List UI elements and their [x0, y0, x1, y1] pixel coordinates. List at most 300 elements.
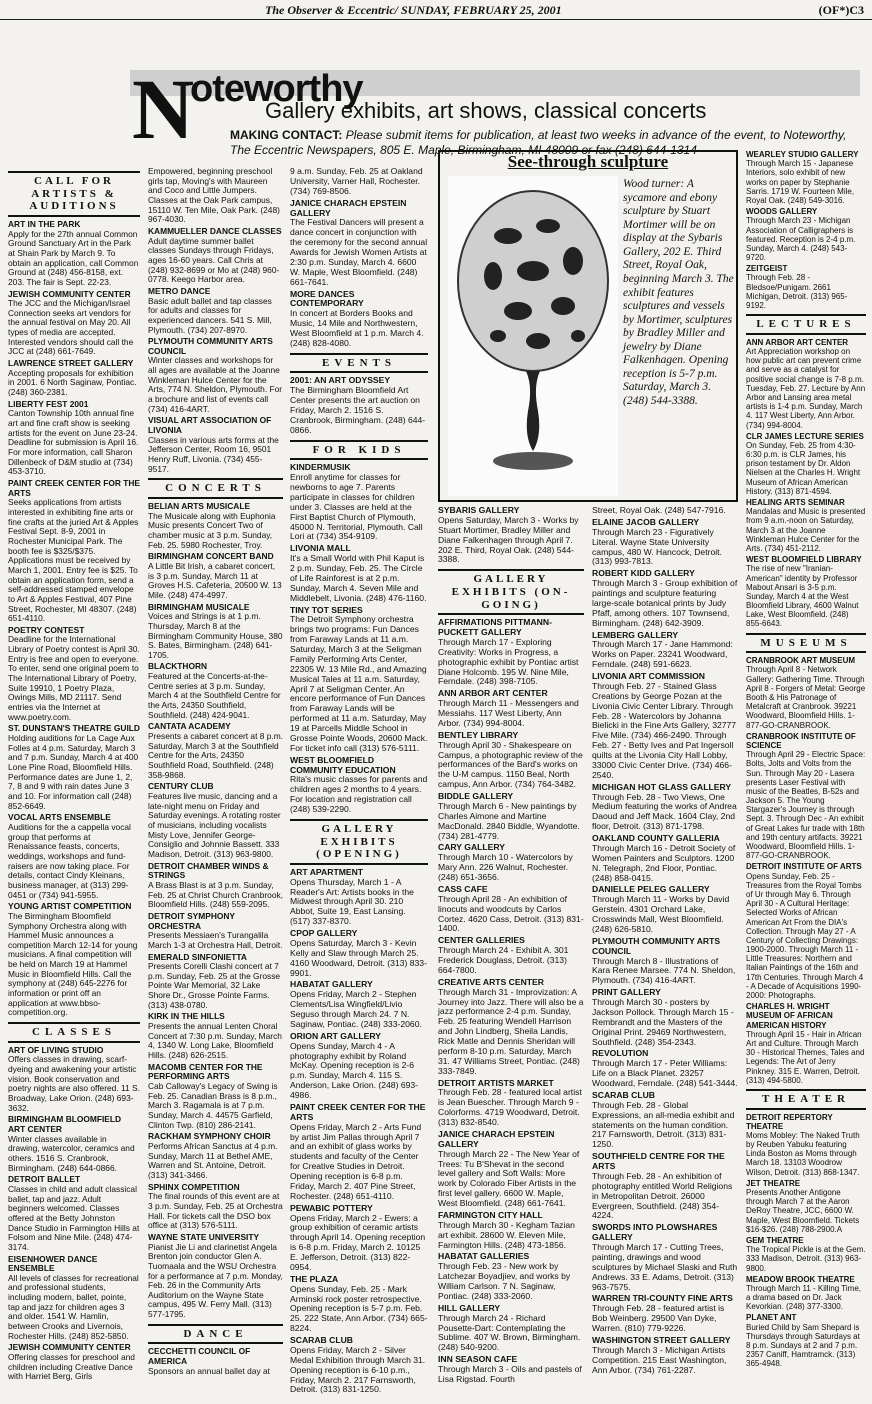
listing-text: Opens Friday, March 2 - Ewers: a group exhibition of ceramic artists through April 14. Opening reception is 6-8 p.m. Friday, March 2. 10125 E. Jefferson, Detroit. (313) 822-0954.: [290, 1212, 426, 1272]
listing-heading: WEST BLOOMFIELD LIBRARY: [746, 555, 862, 565]
listing-heading: LIVONIA ART COMMISSION: [592, 671, 705, 681]
listing-heading: SYBARIS GALLERY: [438, 505, 520, 515]
listing-heading: DETROIT INSTITUTE OF ARTS: [746, 862, 862, 872]
listing-text: The Detroit Symphony orchestra brings two programs: Fun Dances from Faraway Lands at 11 a.m. Saturday, March 3 at the Seligman Family Performing Arts Center, 22305 W. 13 Mile Rd., and Amazing Musical Tales at 11 a.m. Saturday, April 7 at Seligman Center. An encore performance of Fun Dances from Faraway Lands will be performed at 11 a.m. Saturday, May 19 at Parcells Middle School in Grosse Pointe Woods, 20600 Mack. For ticket info call (313) 576-5111.: [290, 614, 428, 753]
listing-entry: [438, 843, 584, 883]
listing-heading: PLYMOUTH COMMUNITY ARTS COUNCIL: [148, 336, 273, 356]
listing-text: Through March 3 - Oils and pastels of Lisa Rigstad. Fourth: [438, 1364, 582, 1384]
masthead-subhead: Gallery exhibits, art shows, classical concerts: [265, 98, 707, 123]
listing-entry: [290, 1275, 428, 1334]
listing-text: Opens Saturday, March 3 - Works by Stuart Mortimer, Bradley Miller and Diane Falkenhagen through April 7. 202 E. Third, Royal Oak. (248) 544-3388.: [438, 514, 579, 565]
listing-entry: [438, 792, 584, 841]
listing-text: Classes in child and adult classical ballet, tap and jazz. Adult beginners welcomed. Classes offered at the Betty Johnston Dance Studio in Farmington Hills at Folsom and Nine Mile. (248) 474-3174.: [8, 1183, 140, 1252]
listing-text: Through Feb. 28 - featured artist is Bob Weinberg. 29500 Van Dyke, Warren. (810) 779-9226.: [592, 1303, 725, 1333]
listing-heading: MICHIGAN HOT GLASS GALLERY: [592, 781, 732, 792]
listing-text: Through March 10 - Watercolors by Mary Ann. 226 Walnut, Rochester. (248) 651-3656.: [438, 852, 573, 883]
listing-text: Cab Calloway's Legacy of Swing is Feb. 25. Canadian Brass is 8 p.m., March 3. Ragamala is at 7 p.m. Sunday, March 4. 44575 Garfield, Clinton Twp. (810) 286-2141.: [148, 1081, 278, 1130]
list-museums: [746, 656, 866, 1085]
listing-heading: HEALING ARTS SEMINAR: [746, 498, 845, 508]
listing-heading: CENTURY CLUB: [148, 781, 214, 792]
listing-entry: [746, 656, 866, 730]
listing-text: Winter classes and workshops for all ages are available at the Joanne Winkleman Hulce Center for the Arts, 774 N. Sheldon, Plymouth. For a brochure and list of events call (734) 416-4ART.: [148, 355, 283, 414]
listing-entry: [592, 672, 738, 781]
listing-entry: [592, 783, 738, 832]
sculpture-photo: [448, 176, 618, 496]
masthead-title: oteworthy: [190, 68, 363, 110]
listing-heading: TINY TOT SERIES: [290, 604, 363, 615]
listing-entry: [438, 731, 584, 790]
listing-entry: [8, 724, 140, 811]
listing-heading: PRINT GALLERY: [592, 987, 661, 998]
listing-heading: HILL GALLERY: [438, 1302, 501, 1313]
listing-text: Through March 30 - Kegham Tazian art exhibit. 28600 W. Eleven Mile, Farmington Hills. (248) 473-1856.: [438, 1219, 575, 1250]
listing-text: Holding auditions for La Cage Aux Folles at 4 p.m. Saturday, March 3 and 7 p.m. Sunday, March 4 at 400 Lone Pine Road, Bloomfield Hills. Performance dates are June 1, 2, 7, 8 and 9 with rain dates June 3 and 10. For information call (248) 852-6649.: [8, 733, 139, 811]
listing-text: It's a Small World with Phil Kaput is 2 p.m. Sunday, Feb. 25. The Circle of Life Rainforest is at 2 p.m. Sunday, March 4. Seven Mile and Middlebelt, Livonia. (248) 476-1160.: [290, 553, 427, 603]
listing-text: Through March 11 - Killing Time, a drama based on Dr. Jack Kevorkian. (248) 377-3300.: [746, 1283, 862, 1312]
listing-text: Presents Another Antigone through March 7 at the Aaron DeRoy Theatre, JCC, 6600 W. Maple, West Bloomfield. Tickets $16-$26. (248) 788-2900.A: [746, 1188, 860, 1234]
listing-text: Featured at the Concerts-at-the-Centre series at 3 p.m. Sunday, March 4 at the Southfield Centre for the Arts, 24350 Southfield, Southfield. (248) 424-9041.: [148, 671, 281, 720]
listing-entry: [746, 432, 866, 496]
photo-caption: Wood turner: A sycamore and ebony sculpture by Stuart Mortimer will be on display at the Sybaris Gallery, 202 E. Third Street, Royal Oak, beginning March 3. The exhibit features sculptures and vessels by Mortimer, sculptures by Bradley Miller and jewelry by Diane Falkenhagen. Opening reception is 5-7 p.m. Saturday, March 3. (248) 544-3388.: [623, 178, 734, 407]
listing-text: Through Feb. 28 - Bledsoe/Punigam. 2661 Michigan, Detroit. (313) 965-9192.: [746, 273, 848, 310]
listing-entry: [8, 902, 140, 1018]
listing-text: Through Feb. 28 - An exhibition of photography entitled World Religions in Metropolitan Detroit. 26000 Evergreen, Southfield. (248) 354-4224.: [592, 1170, 733, 1221]
listing-entry: [746, 150, 866, 205]
listing-heading: LEMBERG GALLERY: [592, 629, 679, 640]
listing-text: In concert at Borders Books and Music, 14 Mile and Northwestern, West Bloomfield at 1 p.m. March 4. (248) 828-4080.: [290, 308, 424, 348]
listing-entry: [290, 1204, 428, 1273]
listing-entry: [746, 338, 866, 430]
listing-heading: PEWABIC POTTERY: [290, 1202, 373, 1213]
listing-text: Through March 17 - Cutting Trees, painting, drawings and wood sculptures by Michael Slaski and Ruth Andrews. 33 E. Adams, Detroit. (313) 963-7575.: [592, 1242, 738, 1292]
listing-heading: ART APARTMENT: [290, 866, 364, 877]
listing-heading: INN SEASON CAFE: [438, 1354, 518, 1365]
listing-text: Through March 24 - Exhibit A. 301 Frederick Douglass, Detroit. (313) 664-7800.: [438, 945, 569, 975]
listing-heading: OAKLAND COUNTY GALLERIA: [592, 833, 720, 843]
listing-entry: [8, 1255, 140, 1342]
listing-entry: [746, 207, 866, 262]
listing-heading: BELIAN ARTS MUSICALE: [148, 500, 251, 511]
listing-heading: ROBERT KIDD GALLERY: [592, 568, 695, 579]
listing-text: 9 a.m. Sunday, Feb. 25 at Oakland University, Varner Hall, Rochester. (734) 769-8506.: [290, 166, 423, 196]
listing-heading: SPHINX COMPETITION: [148, 1181, 240, 1192]
listing-text: Through Feb. 27 - Stained Glass Creations by George Pozan at the Livonia Civic Center Library. Through Feb. 28 - Watercolors by Johanna Bielicki in the Fine Arts Gallery, 32777 Five Mile. (734) 466-2490. Through Feb. 27 - Betty Ives and Pat Ingersoll quilts at the Livonia City Hall Lobby, 33000 Civic Center Drive. (734) 466-2540.: [592, 680, 737, 780]
listing-text: Features live music, dancing and a late-night menu on Friday and Saturday evenings. A rotating roster of musicians, including vocalists Misty Love, Jennifer George-Consiglio and Johnnie Bassett. 333 Madison, Detroit. (313) 963-9800.: [148, 791, 281, 859]
listing-heading: LIVONIA MALL: [290, 543, 351, 554]
listing-heading: PAINT CREEK CENTER FOR THE ARTS: [290, 1101, 426, 1122]
listing-text: Presents Corelli Clashi concert at 7 p.m. Sunday, Feb. 25 at the Grosse Pointe War Memorial, 32 Lake Shore Dr., Grosse Pointe Farms. (313) 438-0780.: [148, 961, 281, 1010]
listing-heading: WEARLEY STUDIO GALLERY: [746, 150, 859, 159]
listing-entry: [8, 1046, 140, 1114]
listing-heading: ORION ART GALLERY: [290, 1030, 382, 1041]
listing-heading: JANICE CHARACH EPSTEIN GALLERY: [438, 1128, 555, 1149]
listing-text: Through March 30 - posters by Jackson Pollock. Through March 15 - Rembrandt and the Masters of the Original Print. 29469 Northwestern, Southfield. (248) 354-2343.: [592, 997, 734, 1047]
listing-entry: [8, 479, 140, 624]
list-concerts: [148, 502, 283, 1320]
listing-text: Through March 23 - Michigan Association of Calligraphers is featured. Reception is 2-4 p.m. Sunday, March 4. (248) 543-9720.: [746, 216, 856, 263]
listing-heading: CARY GALLERY: [438, 842, 506, 853]
listing-text: Opens Friday, March 2 - Arts Fund by artist Jim Pallas through April 7 and an exhibit of glass works by students and faculty of the Center for Creative Studies in Detroit. Opening reception is 6-8 p.m. Friday, March 2. 407 Pine Street, Rochester. (248) 651-4110.: [290, 1121, 422, 1201]
listing-entry: [148, 953, 283, 1011]
list-events: [290, 376, 428, 435]
listing-heading: ST. DUNSTAN'S THEATRE GUILD: [8, 723, 140, 734]
listing-heading: DETROIT SYMPHONY ORCHESTRA: [148, 910, 235, 931]
listing-entry: [148, 287, 283, 335]
listing-heading: LIBERTY FEST 2001: [8, 398, 89, 409]
listing-entry: [746, 1236, 866, 1273]
listing-heading: SOUTHFIELD CENTRE FOR THE ARTS: [592, 1151, 725, 1171]
listing-entry: [8, 1115, 140, 1173]
section-gallery-opening: GALLERY EXHIBITS (OPENING): [290, 819, 428, 865]
listing-entry: [438, 885, 584, 934]
listing-text: The Tropical Pickle is at the Gem. 333 Madison, Detroit. (313) 963-9800.: [746, 1245, 866, 1273]
listing-heading: ZEITGEIST: [746, 264, 788, 274]
listing-entry: [438, 506, 584, 565]
column-1: [8, 167, 140, 1384]
contact-lead: MAKING CONTACT:: [230, 128, 343, 142]
listing-text: Through Feb. 28 - Global Expressions, an all-media exhibit and statements on the human condition. 217 Farnsworth, Detroit. (313) 831-1250.: [592, 1099, 735, 1150]
listing-text: Through March 16 - Detroit Society of Women Painters and Sculptors. 1200 N. Telegraph, 2nd Floor, Pontiac. (248) 858-0415.: [592, 842, 736, 883]
listing-heading: KAMMUELLER DANCE CLASSES: [148, 225, 282, 236]
listing-entry: [592, 1091, 738, 1150]
listing-text: Through March 3 - Group exhibition of paintings and sculpture featuring large-scale botanical prints by Judy Pfaff, among others. 107 Townsend, Birmingham. (248) 642-3909.: [592, 578, 738, 628]
listing-heading: MEADOW BROOK THEATRE: [746, 1274, 855, 1284]
listing-text: The JCC and the Michigan/Israel Connection seeks art vendors for the annual festival on May 20. All types of media are accepted. Interested vendors should call the JCC at (248) 661-7649.: [8, 298, 134, 357]
listing-text: Presents the annual Lenten Choral Concert at 7:30 p.m. Sunday, March 4, 1340 W. Long Lake, Bloomfield Hills. (248) 626-2515.: [148, 1021, 282, 1061]
listing-text: Apply for the 27th annual Common Ground Sanctuary Art in the Park at Shain Park by March 9. To obtain an application, call Common Ground at (248) 456-8158, ext. 203. The fair is Sept. 22-23.: [8, 228, 139, 287]
listing-text: Presents Messiaen's Turangalila March 1-3 at Orchestra Hall, Detroit.: [148, 930, 283, 950]
listing-heading: DETROIT CHAMBER WINDS & STRINGS: [148, 860, 269, 881]
listing-text: The Birmingham Bloomfield Art Center presents the art auction on Friday, March 2. 1516 S. Cranbrook, Birmingham. (248) 644-0866.: [290, 385, 426, 435]
listing-text: Through March 8 - Illustrations of Kara Renee Marsee. 774 N. Sheldon, Plymouth. (734) 416-4ART.: [592, 955, 736, 986]
listing-text: Opens Friday, March 2 - Silver Medal Exhibition through March 31. Opening reception is 6-10 p.m., Friday, March 2. 217 Farnsworth, Detroit. (313) 831-1250.: [290, 1344, 426, 1395]
listing-entry: [8, 359, 140, 398]
listing-text: Opens Sunday, March 4 - A photography exhibit by Roland McKay. Opening reception is 2-6 p.m. Sunday, March 4. 115 S. Anderson, Lake Orion. (248) 693-4986.: [290, 1040, 419, 1101]
listing-heading: JEWISH COMMUNITY CENTER: [8, 1342, 131, 1353]
listing-entry: [148, 782, 283, 859]
listing-entry: [8, 400, 140, 477]
listing-entry: [148, 1063, 283, 1131]
listing-heading: CRANBROOK ART MUSEUM: [746, 656, 856, 666]
listing-text: Voices and Strings is at 1 p.m. Thursday, March 8 at the Birmingham Community House, 380 S. Bates, Birmingham. (248) 641-1705.: [148, 611, 283, 660]
listing-heading: VISUAL ART ASSOCIATION OF LIVONIA: [148, 415, 272, 436]
listing-entry: [290, 929, 428, 978]
listing-entry: [746, 1179, 866, 1234]
listing-entry: [592, 506, 738, 516]
listing-heading: EISENHOWER DANCE ENSEMBLE: [8, 1253, 98, 1274]
listing-entry: [438, 1252, 584, 1301]
listing-text: Opens Sunday, Feb. 25 - Mark Arminski rock poster retrospective. Opening reception is 5-7 p.m. Feb. 25. 222 State, Ann Arbor. (734) 665-8224.: [290, 1283, 428, 1334]
listing-entry: [438, 1211, 584, 1251]
list-call: [8, 220, 140, 1018]
listing-entry: [438, 1304, 584, 1353]
listing-heading: AFFIRMATIONS PITTMANN-PUCKETT GALLERY: [438, 617, 552, 638]
listing-entry: [438, 936, 584, 976]
listing-heading: METRO DANCE: [148, 285, 211, 296]
listing-entry: [592, 569, 738, 628]
listing-entry: [148, 552, 283, 600]
listing-entry: [8, 813, 140, 900]
listing-entry: [290, 868, 428, 927]
listing-text: Through Feb. 28 - featured local artist is Jean Buescher. Through March 9 - Colorforms. 4719 Woodward, Detroit. (313) 832-8540.: [438, 1087, 582, 1128]
list-dance-cont: [290, 167, 428, 349]
listing-heading: MACOMB CENTER FOR THE PERFORMING ARTS: [148, 1061, 263, 1082]
listing-heading: DETROIT REPERTORY THEATRE: [746, 1112, 833, 1131]
listing-entry: [592, 937, 738, 986]
listing-text: Through March 24 - Richard Pousette-Dart: Contemplating the Sublime. 407 W. Brown, Birmingham. (248) 540-9200.: [438, 1312, 581, 1353]
listing-heading: FARMINGTON CITY HALL: [438, 1209, 543, 1220]
section-classes: CLASSES: [8, 1022, 140, 1043]
listing-entry: [8, 220, 140, 288]
listing-heading: BIRMINGHAM MUSICALE: [148, 601, 250, 612]
section-lectures: LECTURES: [746, 314, 866, 335]
listing-text: Through April 8 - Network Gallery: Gathering Time. Through April 8 - Forgers of Metal: George Booth & His Patronage of Metalcraft at Cranbrook. 39221 Woodward, Bloomfield Hills. 1-877-GO-CRANBROOK.: [746, 665, 866, 730]
listing-entry: [746, 498, 866, 553]
listing-heading: GEM THEATRE: [746, 1235, 804, 1245]
listing-entry: [148, 337, 283, 414]
listing-entry: [746, 264, 866, 310]
listing-text: Opens Sunday, Feb. 25 - Treasures from the Royal Tombs of Ur through May 6. Through April 30 - A Cultural Heritage: Selected Works of African American Art From the DIA's Collection. Through May 27 - A Century of Collecting Drawings: 1900-2000. Through March 11 - Little Treasures: Northern and Italian Paintings of the 16th and 17th Centuries. Through March 4 - A Decade of Acquisitions 1990-2000: Photographs.: [746, 871, 864, 1001]
listing-text: Rita's music classes for parents and children ages 2 months to 4 years. For location and registration call (248) 539-2290.: [290, 774, 428, 815]
listing-text: Canton Township 10th annual fine art and fine craft show is seeking artists for the event on June 23-24. Deadline for submission is April 16. For more information, call Sharon Dillenbeck of D&M studio at (734) 453-3710.: [8, 408, 139, 477]
listing-entry: [438, 618, 584, 687]
listing-heading: KIRK IN THE HILLS: [148, 1011, 225, 1022]
listing-entry: [592, 518, 738, 567]
newspaper-dateline: The Observer & Eccentric/ SUNDAY, FEBRUARY 25, 2001: [265, 3, 562, 17]
listing-entry: [592, 1152, 738, 1221]
listing-heading: POETRY CONTEST: [8, 624, 85, 635]
list-ongoing-end: [746, 150, 866, 310]
listing-heading: SWORDS INTO PLOWSHARES GALLERY: [592, 1222, 718, 1243]
listing-entry: [746, 732, 866, 861]
section-for-kids: FOR KIDS: [290, 440, 428, 461]
listing-heading: DETROIT ARTISTS MARKET: [438, 1077, 554, 1088]
list-theater: [746, 1113, 866, 1369]
listing-entry: [592, 988, 738, 1047]
listing-text: Seeks applications from artists interested in exhibiting fine arts or fine crafts at the juried Art & Apples Festival Sept. 8-9, 2001 in Rochester Municipal Park. The booth fee is $325/$375. Applications must be received by March 1, 2001. Entry fee is $25. To obtain an application form, send a self-addressed stamped envelope to Art & Apples Festival, 407 Pine Street, Rochester, MI 48307. (248) 651-4110.: [8, 497, 139, 624]
listing-entry: [746, 555, 866, 629]
listing-text: Street, Royal Oak. (248) 547-7916.: [592, 505, 726, 515]
listing-text: Through March 22 - The New Year of Trees: Tu B'Shevat in the second level gallery and Soft Walls: More work by Colorado Fiber Artists in the first level gallery. 6600 W. Maple, West Bloomfield. (248) 661-7641.: [438, 1148, 580, 1209]
list-classes-cont: [148, 167, 283, 474]
column-2: [148, 167, 283, 1378]
listing-heading: CPOP GALLERY: [290, 928, 358, 939]
listing-text: Through March 17 - Exploring Creativity: Works in Progress, a photographic exhibit by Pontiac artist Diane Holcomb. 195 W. Nine Mile, Ferndale. (248) 398-7105.: [438, 636, 579, 687]
listing-text: Winter classes available in drawing, watercolor, ceramics and others. 1516 S. Cranbrook, Birmingham. (248) 644-0866.: [8, 1133, 135, 1173]
list-opening-cont: [438, 506, 584, 565]
listing-entry: [8, 290, 140, 358]
column-6: [592, 506, 738, 1377]
listing-text: Through March 17 - Peter Williams: Life on a Black Planet. 23257 Woodward, Ferndale. (248) 541-3444.: [592, 1058, 738, 1088]
contact-text: Please submit items for publication, at least two weeks in advance of the event, to Noteworthy, The Eccentric Newspapers, 805 E. Maple, Birmingham, MI 48009 or fax (248) 644-1314: [230, 128, 847, 157]
list-classes: [8, 1046, 140, 1382]
listing-heading: THE PLAZA: [290, 1273, 339, 1284]
listing-entry: [438, 1355, 584, 1385]
listing-entry: [438, 689, 584, 729]
listing-heading: DANIELLE PELEG GALLERY: [592, 884, 710, 895]
listing-text: Through March 15 - Japanese Interiors, solo exhibit of new works on paper by Stephanie Sarris. 1719 W. Fourteen Mile, Royal Oak. (248) 549-3016.: [746, 159, 855, 205]
listing-text: Performs African Sanctus at 4 p.m. Sunday, March 11 at Bethel AME, Warren and St. Antoine, Detroit. (313) 341-3466.: [148, 1140, 278, 1180]
listing-entry: [290, 167, 428, 197]
listing-text: Through March 17 - Jane Hammond: Works on Paper. 23241 Woodward, Ferndale. (248) 591-6623.: [592, 639, 733, 670]
listing-text: Opens Friday, March 2 - Stephen Clements/Lisa Wingfield/Livio Seguso through March 24. 7 N. Saginaw, Pontiac. (248) 333-2060.: [290, 989, 422, 1029]
listing-heading: EMERALD SINFONIETTA: [148, 951, 247, 962]
listing-entry: [148, 1233, 283, 1320]
listing-entry: [148, 1183, 283, 1231]
listing-text: All levels of classes for recreational and professional students, including modern, ballet, pointe, tap and jazz for children ages 3 and older. 1541 W. Hamlin, between Crooks and Livernois, Rochester Hills. (248) 852-5850.: [8, 1272, 139, 1341]
section-museums: MUSEUMS: [746, 633, 866, 654]
listing-heading: RACKHAM SYMPHONY CHOIR: [148, 1131, 271, 1142]
section-gallery-ongoing: GALLERY EXHIBITS (ON-GOING): [438, 569, 584, 615]
listing-heading: ART IN THE PARK: [8, 218, 81, 229]
listing-text: Moms Mobley: The Naked Truth by Reuben Yabuku featuring Linda Boston as Moms through March 18. 13103 Woodrow Wilson, Detroit. (313) 868-1347.: [746, 1130, 860, 1177]
list-kids: [290, 463, 428, 815]
page-code: (OF*)C3: [818, 3, 864, 17]
listing-heading: SCARAB CLUB: [592, 1089, 656, 1100]
listing-heading: JANICE CHARACH EPSTEIN GALLERY: [290, 197, 407, 218]
listing-heading: VOCAL ARTS ENSEMBLE: [8, 812, 111, 823]
listing-text: The Festival Dancers will present a dance concert in conjunction with the ceremony for the second annual Awards for Jewish Women Artists at 2:30 p.m. Sunday, March 4. 6600 W. Maple, West Bloomfield. (248) 661-7641.: [290, 217, 428, 287]
listing-heading: CRANBROOK INSTITUTE OF SCIENCE: [746, 731, 856, 750]
listing-entry: [592, 631, 738, 671]
listing-text: Through March 3 - Michigan Artists Competition. 215 East Washington, Ann Arbor. (734) 761-2287.: [592, 1344, 727, 1375]
listing-entry: [8, 1175, 140, 1252]
listing-heading: JET THEATRE: [746, 1178, 801, 1188]
masthead-initial: N: [132, 61, 195, 157]
listing-heading: PLYMOUTH COMMUNITY ARTS COUNCIL: [592, 935, 721, 956]
listing-text: Accepting proposals for exhibition in 2001. 6 North Saginaw, Pontiac. (248) 360-2381.: [8, 367, 137, 398]
listing-heading: BIDDLE GALLERY: [438, 791, 514, 802]
listing-heading: SCARAB CLUB: [290, 1335, 354, 1346]
listing-heading: WARREN TRI-COUNTY FINE ARTS: [592, 1293, 733, 1304]
listing-entry: [148, 862, 283, 910]
listing-heading: YOUNG ARTIST COMPETITION: [8, 901, 132, 912]
listing-text: Art Appreciation workshop on how public art can prevent crime and serve as a catalyst for positive social change is 7-8 p.m. Tuesday, Feb. 27. Lecture by Ann Arbor and Lansing area metal artists is 1-4 p.m. Sunday, March 4. 117 West Liberty, Ann Arbor. (734) 994-8004.: [746, 347, 866, 430]
listing-heading: CENTER GALLERIES: [438, 935, 525, 946]
listing-text: Through March 6 - New paintings by Charles Aimone and Martine MacDonald. 2840 Biddle, Wyandotte. (734) 281-4779.: [438, 800, 580, 841]
listing-heading: ANN ARBOR ART CENTER: [438, 688, 548, 699]
listing-text: Buried Child by Sam Shepard is Thursdays through Saturdays at 8 p.m. Sundays at 2 and 7 p.m. 2357 Caniff, Hamtramck. (313) 365-4948.: [746, 1322, 860, 1369]
listing-text: The final rounds of this event are at 3 p.m. Sunday, Feb. 25 at Orchestra Hall. For tickets call the DSO box office at (313) 576-5111.: [148, 1191, 283, 1231]
listing-entry: [290, 376, 428, 435]
listing-text: Adult daytime summer ballet classes Sundays through Fridays, ages 16-60 years. Call Chris at (248) 932-8699 or Mo at (248) 960-0778. Keego Harbor area.: [148, 235, 280, 285]
listing-text: Sponsors an annual ballet day at: [148, 1365, 270, 1376]
listing-entry: [290, 463, 428, 542]
listing-heading: DETROIT BALLET: [8, 1174, 81, 1185]
listing-entry: [148, 1132, 283, 1180]
listing-text: Classes in various arts forms at the Jefferson Center, Room 16, 9501 Henry Ruff, Livonia. (734) 455-9517.: [148, 434, 279, 474]
listing-entry: [290, 1032, 428, 1101]
list-ongoing: [438, 618, 584, 1385]
section-dance: DANCE: [148, 1324, 283, 1345]
listing-text: Through Feb. 28 - Two Views, One Medium featuring the works of Andrea Daoud and Jeff Mack. 1604 Clay, 2nd floor, Detroit. (313) 871-1798.: [592, 791, 737, 832]
listing-heading: CANTATA ACADEMY: [148, 721, 231, 732]
section-call-for-artists: CALL FOR ARTISTS & AUDITIONS: [8, 171, 140, 217]
listing-text: Offering classes for preschool and children including Creative Dance with Harriet Berg, Girls: [8, 1352, 135, 1382]
listing-entry: [290, 199, 428, 288]
listing-text: Offers classes in drawing, scarf-dyeing and awakening your artistic vision. Book conservation and poetry nights are also offered. 11 S. Broadway, Lake Orion. (248) 693-3632.: [8, 1054, 140, 1113]
listing-entry: [290, 1336, 428, 1395]
listing-entry: [8, 626, 140, 723]
listing-entry: [746, 862, 866, 1000]
listing-heading: HABATAT GALLERY: [290, 979, 373, 990]
listing-entry: [746, 1275, 866, 1312]
listing-heading: WEST BLOOMFIELD COMMUNITY EDUCATION: [290, 754, 396, 775]
listing-entry: [592, 1336, 738, 1376]
listing-text: Through Feb. 23 - New work by Latchezar Boyadjiev, and works by William Carlson. 7 N. Saginaw, Pontiac. (248) 333-2060.: [438, 1261, 571, 1301]
listing-text: Presents a cabaret concert at 8 p.m. Saturday, March 3 at the Southfield Centre for the Arts, 24350 Southfield Road, Southfield. (248) 358-9868.: [148, 731, 283, 780]
listing-text: A Brass Blast is at 3 p.m. Sunday, Feb. 25 at Christ Church Cranbrook, Bloomfield Hills. (248) 559-2095.: [148, 879, 283, 910]
list-ongoing-cont: [592, 506, 738, 1375]
listing-entry: [148, 912, 283, 951]
listing-text: Through April 29 - Electric Space: Bolts, Jolts and Volts from the Sun. Through May 20 - Lasera presents Laser Festival with music of the Beatles, B-52s and Jackson 5. The Young Stargazer's Journey is through Sept. 3. Through Dec - An exhibit of Great Lakes fur trade with 18th and 19th century artifacts. 39221 Woodward, Bloomfield Hills. 1-877-GO-CRANBROOK.: [746, 750, 866, 861]
listing-text: Through April 28 - An exhibition of linocuts and woodcuts by Carlos Cortez. 4620 Cass, Detroit. (313) 831-1400.: [438, 893, 584, 934]
listing-text: Through March 23 - Figuratively Literal. Wayne State University campus, 480 W. Hancock, Detroit. (313) 993-7813.: [592, 526, 722, 567]
listing-entry: [8, 1343, 140, 1382]
listing-text: The Musicale along with Euphonia Music presents Concert Two of chamber music at 3 p.m. Sunday, Feb. 25. 5980 Rochester, Troy.: [148, 510, 276, 550]
listing-text: Through March 11 - Messengers and Messiahs. 117 West Liberty, Ann Arbor. (734) 994-8004.: [438, 698, 579, 728]
listing-entry: [148, 502, 283, 550]
listing-entry: [148, 227, 283, 285]
listing-text: Empowered, beginning preschool girls tap, Moving's with Maureen and Coco and Little Jumpers. Classes at the Oak Park campus, 15110 W. Ten Mile, Oak Park. (248) 967-4030.: [148, 166, 280, 225]
listing-text: The rise of new "Iranian-American" identity by Professor Mabout Ansari is 3-5 p.m. Sunday, March 4 at the West Bloomfield Library, 4600 Walnut Lake, West Bloomfield. (248) 855-6643.: [746, 564, 859, 629]
listing-heading: MORE DANCES CONTEMPORARY: [290, 288, 364, 309]
list-lectures: [746, 338, 866, 629]
listing-entry: [438, 1079, 584, 1128]
listing-heading: BENTLEY LIBRARY: [438, 729, 519, 740]
listing-heading: JEWISH COMMUNITY CENTER: [8, 288, 131, 299]
listing-text: Pianist Jie Li and clarinetist Angela Brenton join conductor Glen A. Tuomaala and the WSU Orchestra for a performance at 7 p.m. Monday, Feb. 26 in the Community Arts Auditorium on the Wayne State campus, 495 W. Ferry Mall. (313) 577-1795.: [148, 1241, 283, 1320]
section-events: EVENTS: [290, 353, 428, 374]
listing-text: Through April 30 - Shakespeare on Campus, a photographic review of the performances of the Bard's works on the U-M campus. 1150 Beal, North campus, Ann Arbor. (734) 764-3482.: [438, 739, 583, 790]
column-5: [438, 506, 584, 1387]
listing-heading: BLACKTHORN: [148, 661, 208, 672]
listing-entry: [148, 416, 283, 474]
listing-entry: [746, 1113, 866, 1177]
listing-entry: [290, 290, 428, 349]
listing-heading: ANN ARBOR ART CENTER: [746, 337, 849, 347]
column-3: [290, 167, 428, 1397]
listing-entry: [592, 1223, 738, 1292]
listing-heading: WOODS GALLERY: [746, 207, 818, 217]
listing-entry: [148, 1012, 283, 1060]
list-dance: [148, 1347, 283, 1376]
listing-heading: ELAINE JACOB GALLERY: [592, 516, 700, 527]
column-7: [746, 150, 866, 1371]
listing-entry: [592, 885, 738, 934]
listing-entry: [148, 603, 283, 661]
list-opening: [290, 868, 428, 1396]
listing-entry: [438, 1130, 584, 1209]
listing-entry: [290, 544, 428, 603]
listing-entry: [592, 834, 738, 883]
listing-entry: [148, 722, 283, 780]
listing-heading: CLR JAMES LECTURE SERIES: [746, 431, 864, 441]
listing-text: Auditions for the a cappella vocal group that performs at Renaissance feasts, concerts, weddings, workshops and fund-raisers are now taking place. For details, contact Cindy Kleinans, business manager, at (313) 299-0451 or (734) 941-5955.: [8, 821, 131, 900]
listing-heading: KINDERMUSIK: [290, 462, 351, 473]
listing-entry: [438, 978, 584, 1077]
listing-heading: BIRMINGHAM CONCERT BAND: [148, 551, 274, 562]
section-theater: THEATER: [746, 1089, 866, 1110]
listing-text: Mandalas and Music is presented from 9 a.m.-noon on Saturday, March 3 at the Joanne Winkleman Hulce Center for the Arts. (734) 451-2112.: [746, 507, 866, 553]
listing-heading: ART OF LIVING STUDIO: [8, 1044, 104, 1055]
listing-text: Opens Thursday, March 1 - A Reader's Art: Artists books in the Midwest through April 30. 210 Abbot, Suite 19, East Lansing. (517) 337-8370.: [290, 876, 414, 927]
section-concerts: CONCERTS: [148, 478, 283, 499]
listing-heading: 2001: AN ART ODYSSEY: [290, 375, 391, 386]
listing-heading: CASS CAFE: [438, 883, 488, 894]
listing-heading: WAYNE STATE UNIVERSITY: [148, 1231, 260, 1242]
listing-entry: [290, 606, 428, 754]
